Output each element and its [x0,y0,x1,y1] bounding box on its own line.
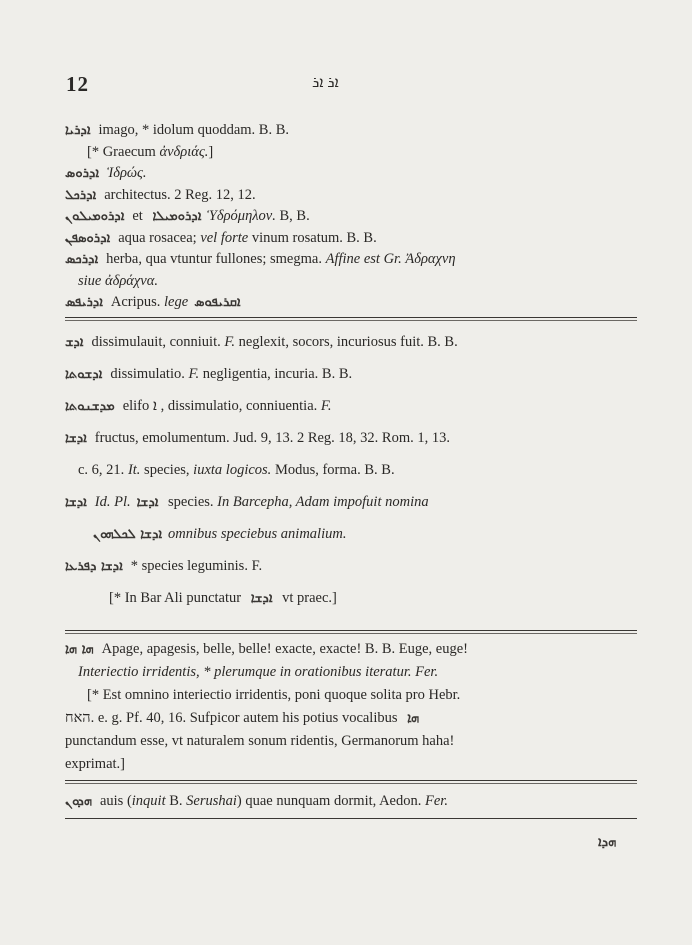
headword-syriac: ܐܕܫܐ [65,431,87,446]
dictionary-line [65,454,635,486]
definition-text: Apage, apagesis, belle, belle! exacte, exacte! B. B. Euge, euge! [101,641,468,657]
definition-text: dissimulatio. [110,366,189,382]
dictionary-line [65,228,635,250]
dictionary-line [65,638,635,661]
dictionary-line [65,185,635,207]
dictionary-line [65,390,635,422]
headword-syriac: ܐܕܪܘܣ [65,166,99,181]
definition-text: imago, * idolum quoddam. B. B. [98,122,289,138]
dictionary-line [65,518,635,550]
bottom-rule [65,818,637,819]
italic-text: Id. Pl. [94,494,131,510]
inline-syriac: ܐܕܫܐ ܠܟܠܗܘܢ [93,527,163,542]
catchword: ܗܕܐ [598,835,617,850]
definition-text: B, B. [275,208,310,224]
dictionary-line [65,790,635,812]
definition-text: Modus, forma. B. B. [271,462,395,478]
headword-syriac: ܐܕܪܟܣ [65,252,99,267]
dictionary-line [65,707,635,730]
italic-text: iuxta logicos. [193,462,272,478]
greek-text: ἀνδριάς. [159,143,209,160]
section-divider [65,630,637,631]
page-number: 12 [66,72,89,96]
definition-text: fructus, emolumentum. Jud. 9, 13. 2 Reg. 18, 32. Rom. 1, 13. [94,430,451,446]
headword-syriac: ܡܕܫܢܘܬܐ [65,399,115,414]
definition-text: * species leguminis. F. [130,558,263,574]
dictionary-line [65,271,635,293]
dictionary-line [65,486,635,518]
definition-text: [* Est omnino interiectio irridentis, poni quoque solita pro Hebr. [87,687,461,703]
headword-syriac: ܐܕܫ [65,335,84,350]
inline-syriac: ܗܐ [407,711,420,726]
italic-text: Fer. [424,793,448,809]
italic-text: omnibus speciebus animalium. [168,526,347,542]
entries-block-2 [65,326,635,614]
dictionary-line [65,661,635,684]
definition-text: [* Graecum [87,143,160,160]
dictionary-line [65,249,635,271]
italic-text: It. [127,462,141,478]
italic-text: Affine est Gr. [325,251,402,267]
headword-syriac: ܐܕܫܐ ܕܦܪܥܐ [65,559,123,574]
definition-text: B. [165,793,187,809]
dictionary-line [65,120,635,142]
definition-text: neglexit, socors, incuriosus fuit. B. B. [235,334,458,350]
headword-syriac: ܐܕܪܟܠ [65,187,97,203]
definition-text: punctandum esse, vt naturalem sonum ridentis, Germanorum haha! [65,733,455,749]
definition-text: species, [140,462,194,478]
dictionary-line [65,422,635,454]
definition-text: aqua rosacea; [118,229,201,246]
italic-text: F. [188,366,200,382]
dictionary-line [65,292,635,314]
headword-syriac: ܐܕܪܘܡܝܠܘܢ [65,209,125,224]
italic-text: In Barcepha, Adam impofuit nomina [217,494,429,510]
dictionary-line [65,326,635,358]
definition-text: vt praec.] [278,590,337,606]
definition-text: auis ( [99,793,132,809]
dictionary-line [65,550,635,582]
definition-text: ] [208,143,214,160]
italic-text: vel forte [200,229,249,246]
inline-syriac: ܐܕܫܐ [136,495,159,510]
italic-text: inquit [131,793,166,809]
greek-text: Ἀδραχνη [401,251,456,267]
definition-text: ) quae nunquam dormit, Aedon. [236,793,425,809]
running-header: ܐܪ ܐܪ [312,75,339,91]
inline-syriac: ܐܩܪܝܦܘܣ [194,295,241,310]
definition-text: [* In Bar Ali punctatur [109,590,245,606]
headword-syriac: ܗܐ ܗܐ [65,642,94,657]
italic-text: Interiectio irridentis, * plerumque in orationibus iteratur. Fer. [78,664,439,680]
headword-syriac: ܐܕܫܐ [65,495,87,510]
dictionary-line [65,206,635,228]
definition-text: vinum rosatum. B. B. [248,229,377,246]
definition-text: herba, qua vtuntur fullones; smegma. [106,251,326,267]
definition-text: et [132,208,147,224]
italic-text: F. [320,398,332,414]
italic-text: Serushai [186,793,237,809]
definition-text: dissimulauit, conniuit. [91,334,225,350]
definition-text: architectus. 2 Reg. 12, 12. [104,186,256,203]
definition-text: exprimat.] [65,756,125,772]
definition-text: negligentia, incuria. B. B. [199,366,353,382]
definition-text: elifo ܐ , dissimulatio, conniuentia. [122,398,321,414]
headword-syriac: ܐܕܪܝܐ [65,123,91,138]
inline-syriac: ܐܕܪܘܡܝܠܐ [152,209,202,224]
section-divider [65,780,637,781]
dictionary-line [65,730,635,753]
headword-syriac: ܐܕܫܘܬܐ [65,367,103,382]
dictionary-line [65,163,635,185]
dictionary-line [65,358,635,390]
italic-text: F. [224,334,235,350]
greek-text: Ὑδρόμηλον. [207,208,276,224]
dictionary-line [65,753,635,776]
greek-text: Ἱδρώς. [106,165,147,181]
section-divider [65,317,637,318]
italic-text: siue ἀδράχνα. [78,272,158,289]
italic-text: lege [164,294,189,310]
headword-syriac: ܐܕܪܝܦܣ [65,295,103,310]
entries-block-1 [65,120,635,314]
definition-text: species. [164,494,218,510]
inline-syriac: ܐܕܫܐ [250,591,273,606]
entries-block-4 [65,790,635,812]
dictionary-line [65,142,635,164]
dictionary-line [65,684,635,707]
definition-text: Acripus. [110,294,165,310]
headword-syriac: ܗܕܘܢ [65,794,92,809]
dictionary-line [65,582,635,614]
headword-syriac: ܐܕܪܘܣܦܢ [65,230,111,246]
definition-text: האח. e. g. Pf. 40, 16. Sufpicor autem his potius vocalibus [65,710,402,726]
definition-text: c. 6, 21. [78,462,128,478]
entries-block-3 [65,638,635,776]
